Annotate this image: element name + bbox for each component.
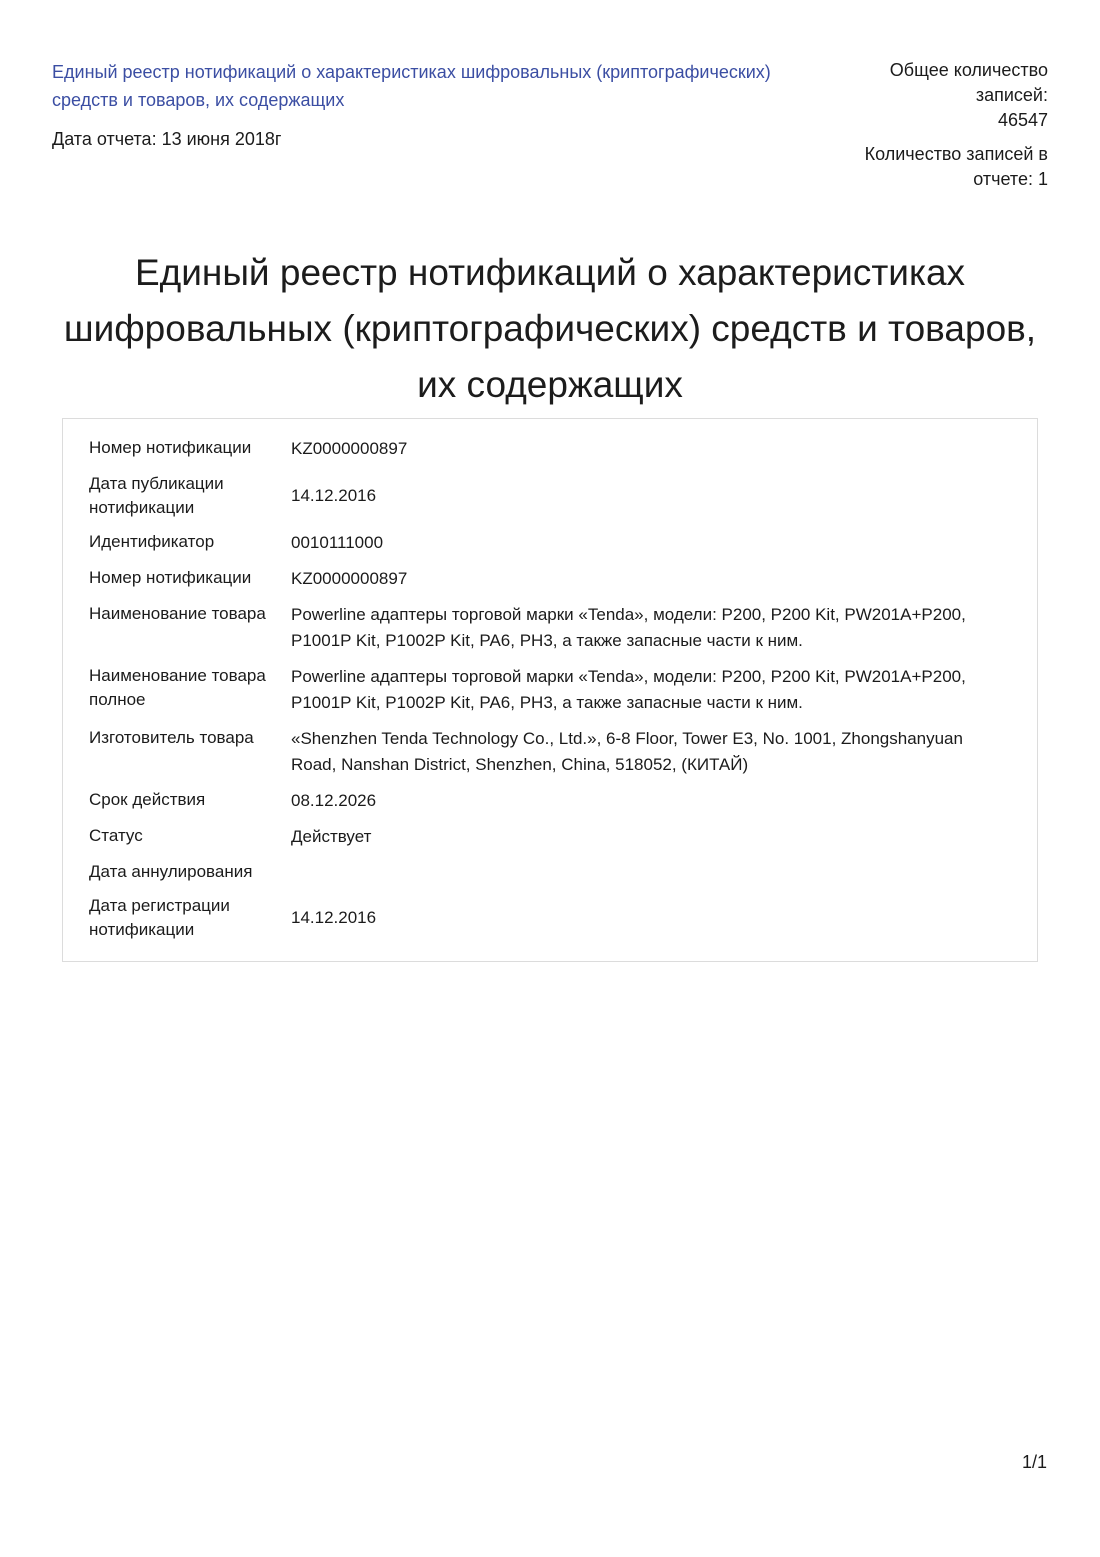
row-value: 14.12.2016 bbox=[291, 486, 377, 505]
row-value: Powerline адаптеры торговой марки «Tenda», модели: P200, P200 Kit, PW201A+P200, P1001P Kit, P1002P Kit, PA6, PH3, а также запасные части к ним. bbox=[291, 605, 966, 650]
row-label: Дата регистрации нотификации bbox=[89, 896, 230, 939]
notification-details-table bbox=[62, 418, 1038, 962]
report-date: Дата отчета: 13 июня 2018г bbox=[52, 129, 282, 149]
row-value: Действует bbox=[291, 827, 372, 846]
report-header bbox=[52, 58, 1048, 192]
table-row bbox=[89, 597, 1012, 659]
row-label: Номер нотификации bbox=[89, 568, 252, 587]
row-label: Наименование товара полное bbox=[89, 666, 266, 709]
records-in-report-count bbox=[816, 142, 1048, 192]
table-row bbox=[89, 889, 1012, 947]
total-records-value: 46547 bbox=[997, 110, 1048, 130]
total-records-label: Общее количество записей: bbox=[889, 60, 1048, 105]
row-label: Изготовитель товара bbox=[89, 728, 254, 747]
page-indicator: 1/1 bbox=[1021, 1452, 1047, 1472]
table-row bbox=[89, 721, 1012, 783]
table-row bbox=[89, 819, 1012, 855]
report-header-counts bbox=[816, 58, 1048, 192]
row-value: 0010111000 bbox=[291, 533, 384, 552]
page-title: Единый реестр нотификаций о характеристиках шифровальных (криптографических) средств и товаров, их содержащих bbox=[63, 251, 1037, 405]
row-value: 14.12.2016 bbox=[291, 908, 377, 927]
table-row bbox=[89, 525, 1012, 561]
row-label: Статус bbox=[89, 826, 143, 845]
records-in-report-line2: отчете: 1 bbox=[973, 169, 1048, 189]
table-row bbox=[89, 855, 1012, 889]
row-value: «Shenzhen Tenda Technology Co., Ltd.», 6-8 Floor, Tower E3, No. 1001, Zhongshanyuan Road, Nanshan District, Shenzhen, China, 518052, (КИТАЙ) bbox=[291, 729, 963, 774]
row-label: Идентификатор bbox=[89, 532, 215, 551]
table-row bbox=[89, 659, 1012, 721]
row-value: KZ0000000897 bbox=[291, 439, 408, 458]
total-records-count bbox=[816, 58, 1048, 133]
row-value: 08.12.2026 bbox=[291, 791, 377, 810]
row-label: Номер нотификации bbox=[89, 438, 252, 457]
table-row bbox=[89, 467, 1012, 525]
registry-header-link[interactable]: Единый реестр нотификаций о характеристиках шифровальных (криптографических) средств и товаров, их содержащих bbox=[52, 62, 771, 110]
table-row bbox=[89, 561, 1012, 597]
table-row bbox=[89, 431, 1012, 467]
report-header-left bbox=[52, 58, 800, 151]
row-value: Powerline адаптеры торговой марки «Tenda», модели: P200, P200 Kit, PW201A+P200, P1001P Kit, P1002P Kit, PA6, PH3, а также запасные части к ним. bbox=[291, 667, 966, 712]
row-label: Дата аннулирования bbox=[89, 862, 253, 881]
row-label: Срок действия bbox=[89, 790, 206, 809]
records-in-report-line1: Количество записей в bbox=[864, 144, 1048, 164]
table-row bbox=[89, 783, 1012, 819]
row-label: Наименование товара bbox=[89, 604, 266, 623]
row-value: KZ0000000897 bbox=[291, 569, 408, 588]
row-label: Дата публикации нотификации bbox=[89, 474, 224, 517]
